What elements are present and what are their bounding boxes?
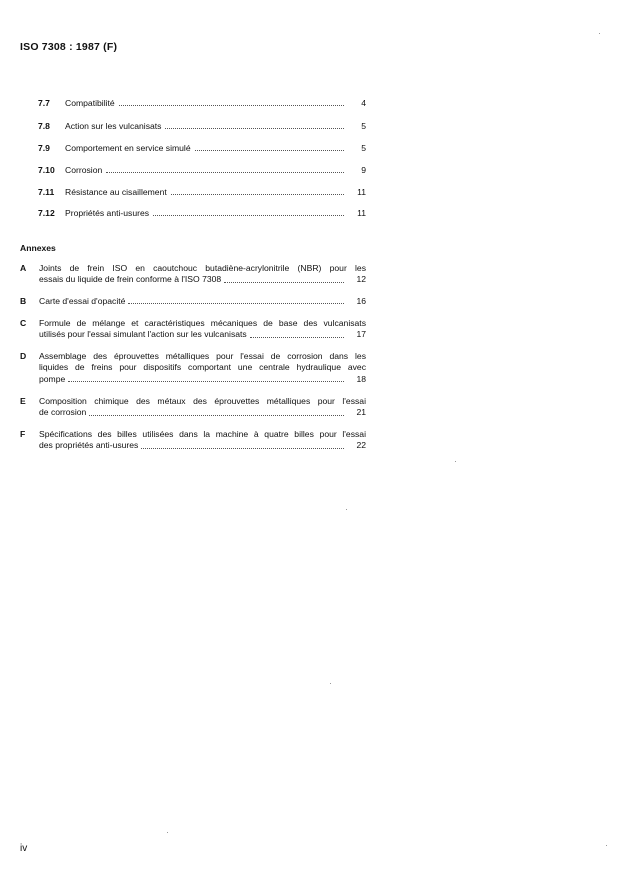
toc-number: 7.7 — [38, 98, 50, 108]
dot-leader — [195, 150, 344, 151]
annex-page-number: 12 — [356, 274, 366, 285]
scan-speck — [599, 33, 600, 34]
dot-leader — [141, 448, 344, 449]
annex-entry[interactable] — [20, 396, 366, 419]
annex-letter: C — [20, 318, 27, 328]
toc-page-number: 11 — [357, 208, 366, 218]
scan-speck — [606, 845, 607, 846]
annex-page-number: 21 — [356, 407, 366, 418]
annex-letter: D — [20, 351, 27, 361]
annex-text-line: Formule de mélange et caractéristiques mécaniques de base des vulcanisats — [39, 318, 366, 328]
dot-leader — [165, 128, 344, 129]
dot-leader — [250, 337, 344, 338]
toc-page-number: 9 — [361, 165, 366, 175]
toc-entry[interactable] — [38, 187, 366, 198]
toc-number: 7.12 — [38, 208, 55, 218]
toc-entry[interactable] — [38, 165, 366, 176]
annex-text-last: utilisés pour l'essai simulant l'action sur les vulcanisats — [39, 329, 247, 340]
toc-title: Corrosion — [65, 165, 103, 175]
annex-entry[interactable] — [20, 263, 366, 286]
annex-letter: A — [20, 263, 27, 273]
annex-entry[interactable] — [20, 429, 366, 452]
toc-number: 7.8 — [38, 121, 50, 131]
annex-letter: E — [20, 396, 26, 406]
toc-number: 7.10 — [38, 165, 55, 175]
annex-text-last: de corrosion — [39, 407, 87, 418]
page-header: ISO 7308 : 1987 (F) — [20, 41, 118, 53]
toc-entry[interactable] — [38, 121, 366, 132]
annex-page-number: 18 — [356, 373, 366, 384]
scan-speck — [455, 461, 456, 462]
annex-letter: F — [20, 429, 26, 439]
annex-text-last: Carte d'essai d'opacité — [39, 296, 126, 306]
toc-page-number: 4 — [361, 98, 366, 108]
toc-number: 7.9 — [38, 143, 50, 153]
annex-page-number: 17 — [356, 329, 366, 340]
annex-text-last: des propriétés anti-usures — [39, 440, 139, 451]
annex-text-last: essais du liquide de frein conforme à l'ISO 7308 — [39, 274, 222, 285]
scan-speck — [346, 509, 347, 510]
toc-title: Action sur les vulcanisats — [65, 121, 162, 131]
dot-leader — [224, 282, 344, 283]
annex-entry[interactable] — [20, 351, 366, 385]
annex-letter: B — [20, 296, 27, 306]
page-number-footer: iv — [20, 843, 28, 854]
annex-entry[interactable] — [20, 318, 366, 341]
toc-title: Propriétés anti-usures — [65, 208, 150, 218]
annex-text-line: Spécifications des billes utilisées dans la machine à quatre billes pour l'essai — [39, 429, 366, 439]
annex-text-line: Composition chimique des métaux des éprouvettes métalliques pour l'essai — [39, 396, 366, 406]
dot-leader — [119, 105, 344, 106]
toc-entry[interactable] — [38, 98, 366, 109]
annex-page-number: 16 — [356, 296, 366, 306]
toc-entry[interactable] — [38, 208, 366, 219]
toc-page-number: 5 — [361, 121, 366, 131]
dot-leader — [171, 194, 344, 195]
annex-text-line: Joints de frein ISO en caoutchouc butadiène-acrylonitrile (NBR) pour les — [39, 263, 366, 273]
annex-entry[interactable] — [20, 296, 366, 307]
annexes-heading: Annexes — [20, 243, 56, 253]
annex-page-number: 22 — [356, 440, 366, 451]
annex-text-line: liquides de freins pour dispositifs comportant une centrale hydraulique avec — [39, 362, 366, 373]
dot-leader — [106, 172, 344, 173]
toc-title: Comportement en service simulé — [65, 143, 191, 153]
dot-leader — [89, 415, 344, 416]
toc-page-number: 5 — [361, 143, 366, 153]
toc-page-number: 11 — [357, 187, 366, 197]
annex-text-line: Assemblage des éprouvettes métalliques pour l'essai de corrosion dans les — [39, 351, 366, 361]
toc-title: Résistance au cisaillement — [65, 187, 167, 197]
toc-title: Compatibilité — [65, 98, 115, 108]
dot-leader — [153, 215, 344, 216]
toc-entry[interactable] — [38, 143, 366, 154]
toc-number: 7.11 — [38, 187, 55, 197]
dot-leader — [68, 381, 344, 382]
scan-speck — [167, 832, 168, 833]
annex-text-last: pompe — [39, 373, 66, 384]
dot-leader — [128, 303, 344, 304]
scan-speck — [330, 683, 331, 684]
